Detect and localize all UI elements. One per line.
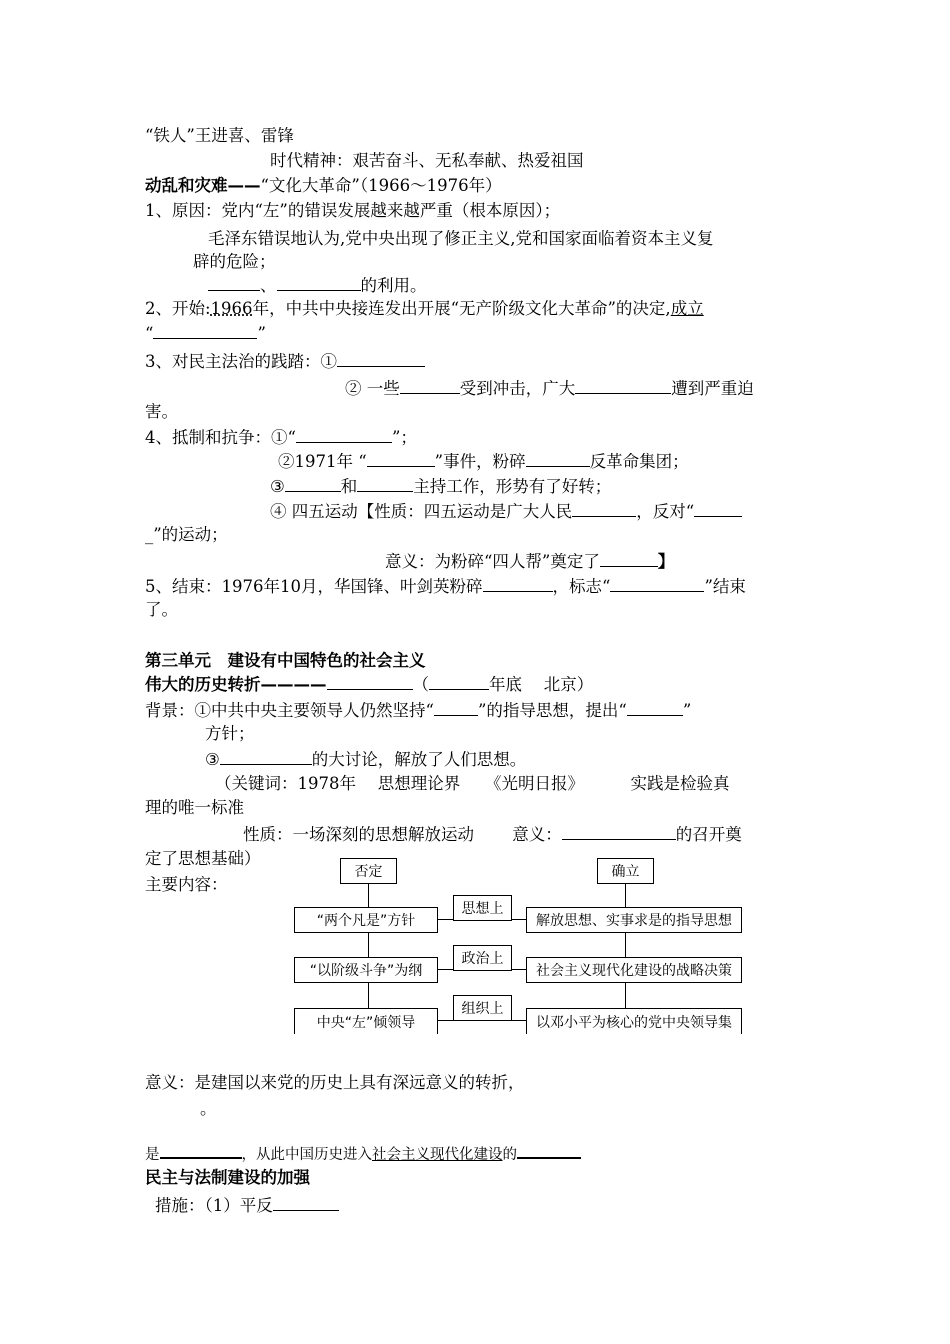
text-line: ③ 的大讨论，解放了人们思想。	[205, 750, 527, 769]
text-line: 1、原因：党内“左”的错误发展越来越严重（根本原因）；	[145, 201, 561, 220]
text-line: 、 的利用。	[208, 274, 427, 297]
text-line: 。	[200, 1099, 217, 1118]
section-heading: 民主与法制建设的加强	[145, 1168, 310, 1187]
text-line: “铁人”王进喜、雷锋	[145, 126, 294, 145]
text-line: 意义：是建国以来党的历史上具有深远意义的转折，	[145, 1073, 525, 1092]
text-line: 意义：为粉碎“四人帮”奠定了 】	[385, 552, 675, 571]
text-line: 3、对民主法治的践踏：①	[145, 350, 425, 373]
text-line: 2、开始:1966年，中共中央接连发出开展“无产阶级文化大革命”的决定,成立	[145, 299, 704, 318]
section-heading: 动乱和灾难——“文化大革命”（1966～1976年）	[145, 176, 502, 195]
negate-item: “以阶级斗争”为纲	[294, 957, 438, 983]
text-line: ③ 和 主持工作，形势有了好转；	[270, 477, 612, 496]
text-line: 毛泽东错误地认为,党中央出现了修正主义,党和国家面临着资本主义复	[208, 229, 714, 248]
negate-box: 否定	[340, 858, 397, 884]
negate-item: 中央“左”倾领导	[294, 1008, 438, 1034]
text-line: 害。	[145, 402, 178, 421]
establish-item: 解放思想、实事求是的指导思想	[526, 907, 742, 933]
text-line: 措施：（1）平反	[155, 1194, 339, 1217]
establish-box: 确立	[597, 858, 654, 884]
aspect-label: 思想上	[453, 895, 512, 921]
text-line: 方针；	[205, 724, 255, 743]
text-line: “ ”	[145, 324, 266, 343]
establish-item: 以邓小平为核心的党中央领导集	[526, 1008, 742, 1034]
aspect-label: 政治上	[453, 945, 512, 971]
text-line: 理的唯一标准	[145, 798, 244, 817]
text-line: 主要内容：	[145, 875, 228, 894]
section-heading: 伟大的历史转折———— （ 年底 北京）	[145, 675, 594, 694]
text-line: 5、结束：1976年10月，华国锋、叶剑英粉碎 ，标志“ ”结束	[145, 577, 746, 596]
unit-title: 第三单元 建设有中国特色的社会主义	[145, 651, 426, 670]
text-line: 4、抵制和抗争：①“ ”；	[145, 428, 417, 447]
text-line: ②1971年 “ ”事件，粉碎 反革命集团；	[278, 452, 689, 471]
text-line: 背景：①中共中央主要领导人仍然坚持“ ”的指导思想，提出“ ”	[145, 701, 692, 720]
text-line: 时代精神：艰苦奋斗、无私奉献、热爱祖国	[270, 151, 584, 170]
aspect-label: 组织上	[453, 995, 512, 1021]
text-line: 是 ，从此中国历史进入社会主义现代化建设的	[145, 1141, 581, 1166]
establish-item: 社会主义现代化建设的战略决策	[526, 957, 742, 983]
text-line: 性质：一场深刻的思想解放运动 意义： 的召开奠	[243, 825, 742, 844]
text-line: 定了思想基础）	[145, 849, 261, 868]
text-line: _”的运动；	[145, 525, 228, 544]
text-line: ④ 四五运动【性质：四五运动是广大人民 ，反对“	[270, 500, 742, 523]
text-line: 辟的危险；	[193, 252, 276, 271]
negate-item: “两个凡是”方针	[294, 907, 438, 933]
text-line: （关键词：1978年 思想理论界 《光明日报》 实践是检验真	[215, 774, 730, 793]
text-line: 了。	[145, 600, 178, 619]
text-line: ② 一些 受到冲击，广大 遭到严重迫	[345, 379, 754, 398]
